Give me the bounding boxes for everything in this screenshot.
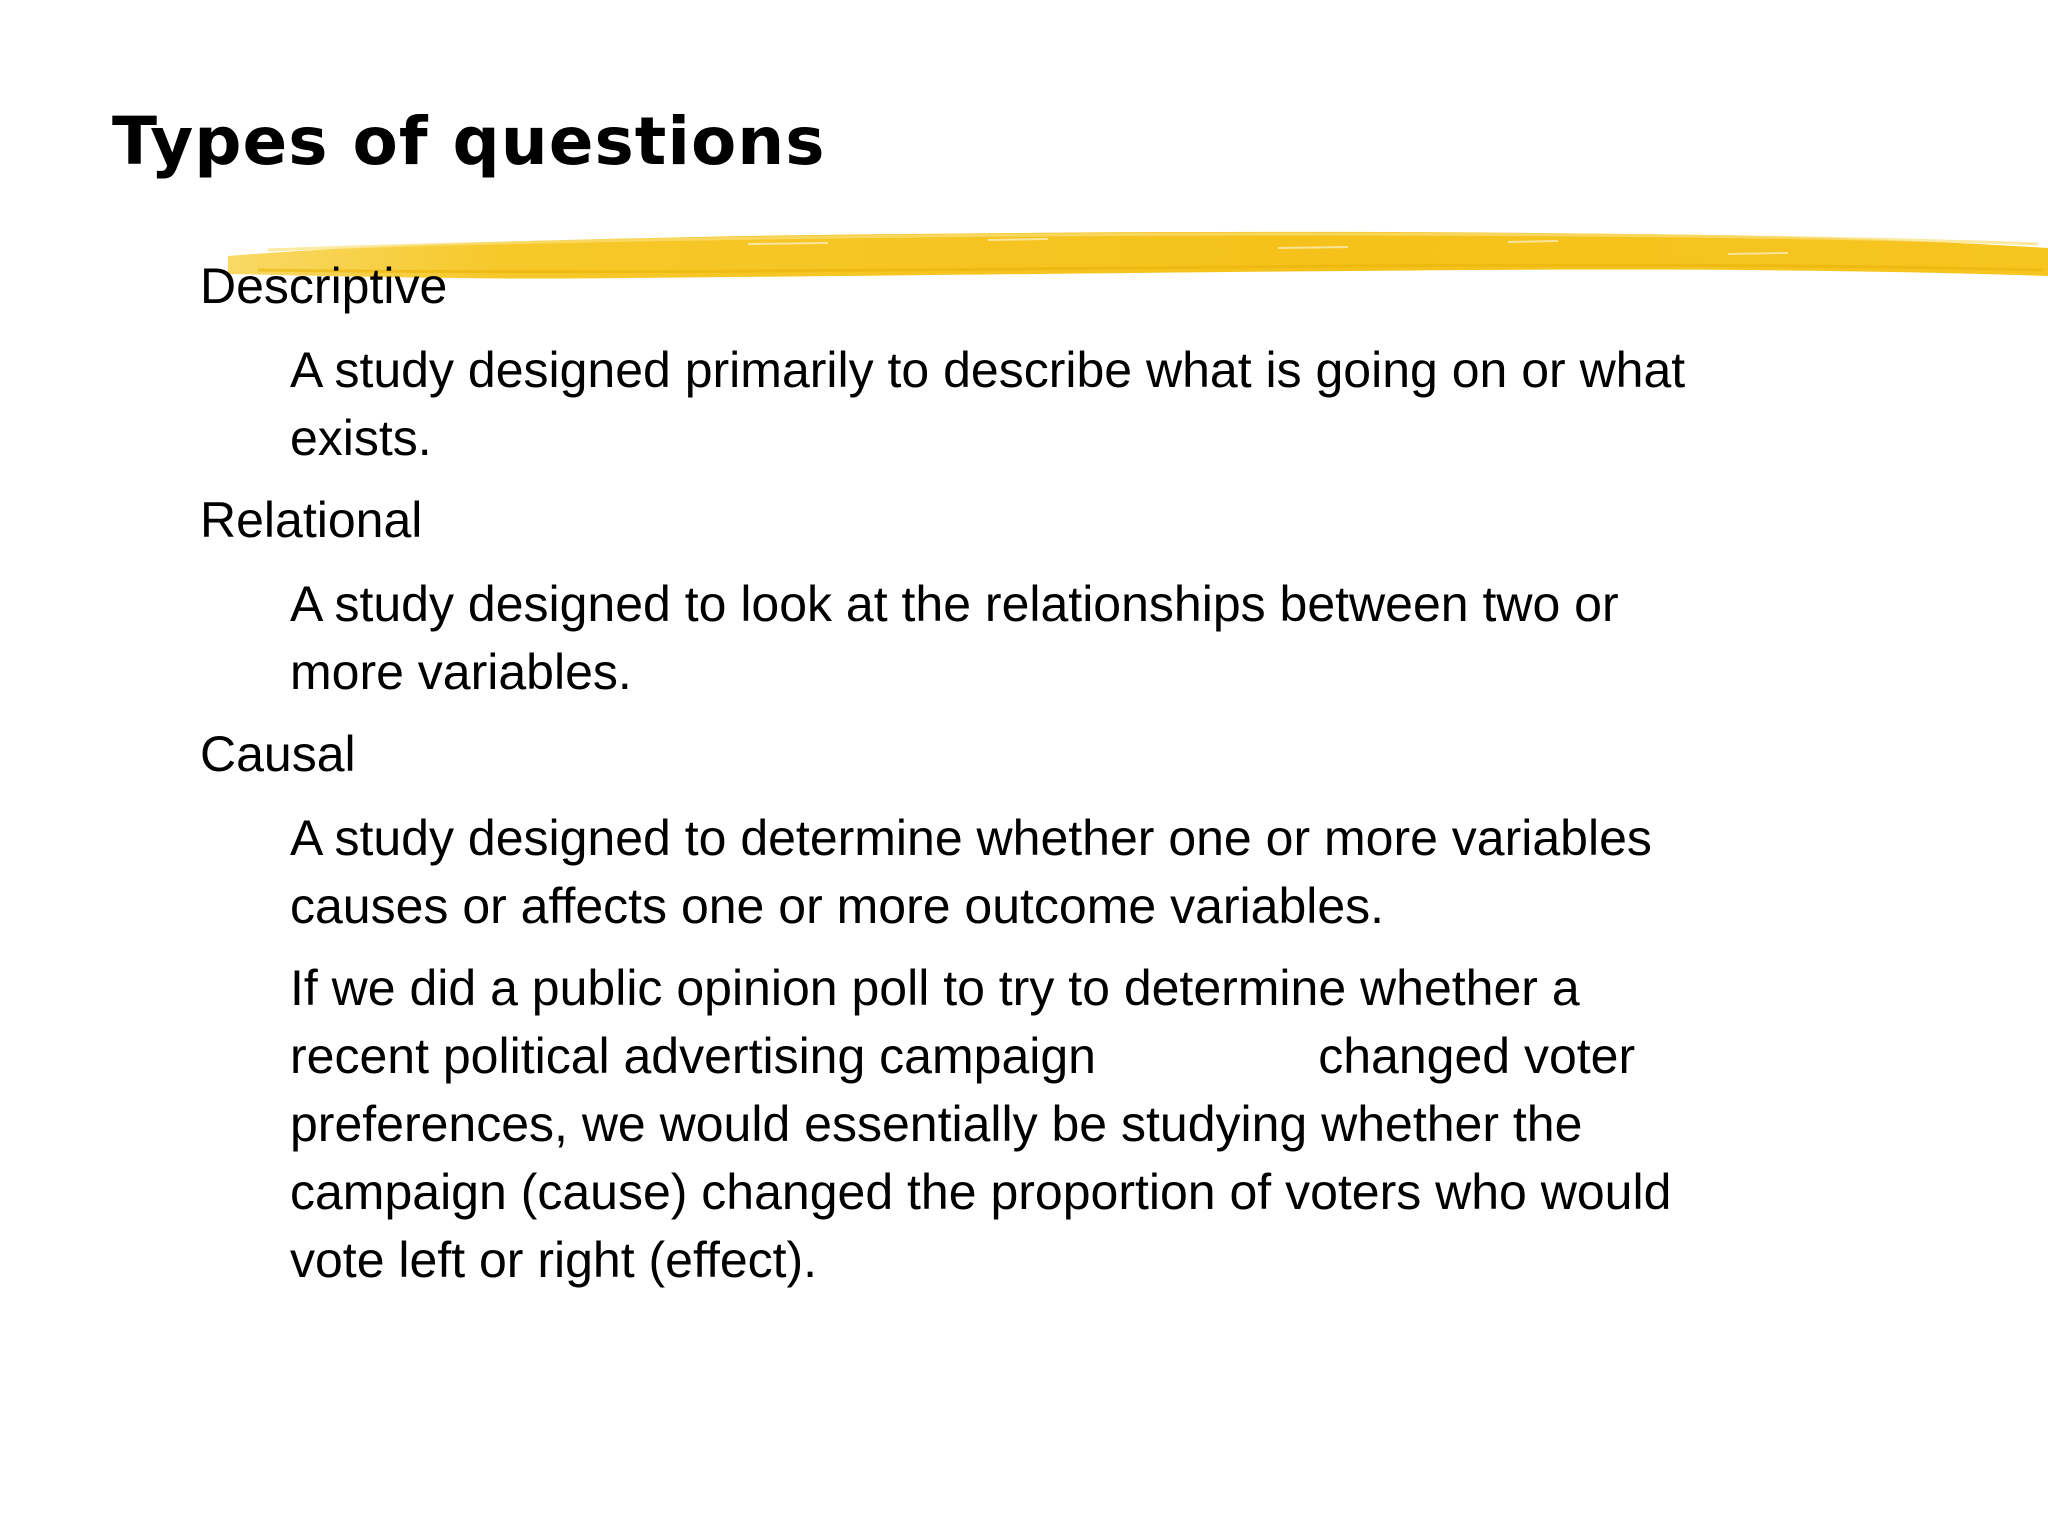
- descriptive-definition-line-1: A study designed primarily to describe what is going on or what: [290, 342, 1686, 398]
- causal-example-line-3: preferences, we would essentially be studying whether the: [290, 1096, 1583, 1152]
- heading-causal: Causal: [200, 726, 356, 782]
- slide-title: Types of questions: [112, 103, 826, 180]
- causal-example-line-2: recent political advertising campaign changed voter: [290, 1028, 1636, 1084]
- yellow-brush-stroke-divider: [228, 226, 2048, 306]
- causal-definition-line-1: A study designed to determine whether one or more variables: [290, 810, 1652, 866]
- causal-example-line-4: campaign (cause) changed the proportion of voters who would: [290, 1164, 1672, 1220]
- descriptive-definition-line-2: exists.: [290, 410, 432, 466]
- heading-relational: Relational: [200, 492, 423, 548]
- heading-descriptive: Descriptive: [200, 258, 448, 314]
- relational-definition-line-1: A study designed to look at the relationships between two or: [290, 576, 1619, 632]
- causal-example-line-1: If we did a public opinion poll to try to determine whether a: [290, 960, 1580, 1016]
- causal-definition-line-2: causes or affects one or more outcome variables.: [290, 878, 1385, 934]
- relational-definition-line-2: more variables.: [290, 644, 632, 700]
- causal-example-line-5: vote left or right (effect).: [290, 1232, 818, 1288]
